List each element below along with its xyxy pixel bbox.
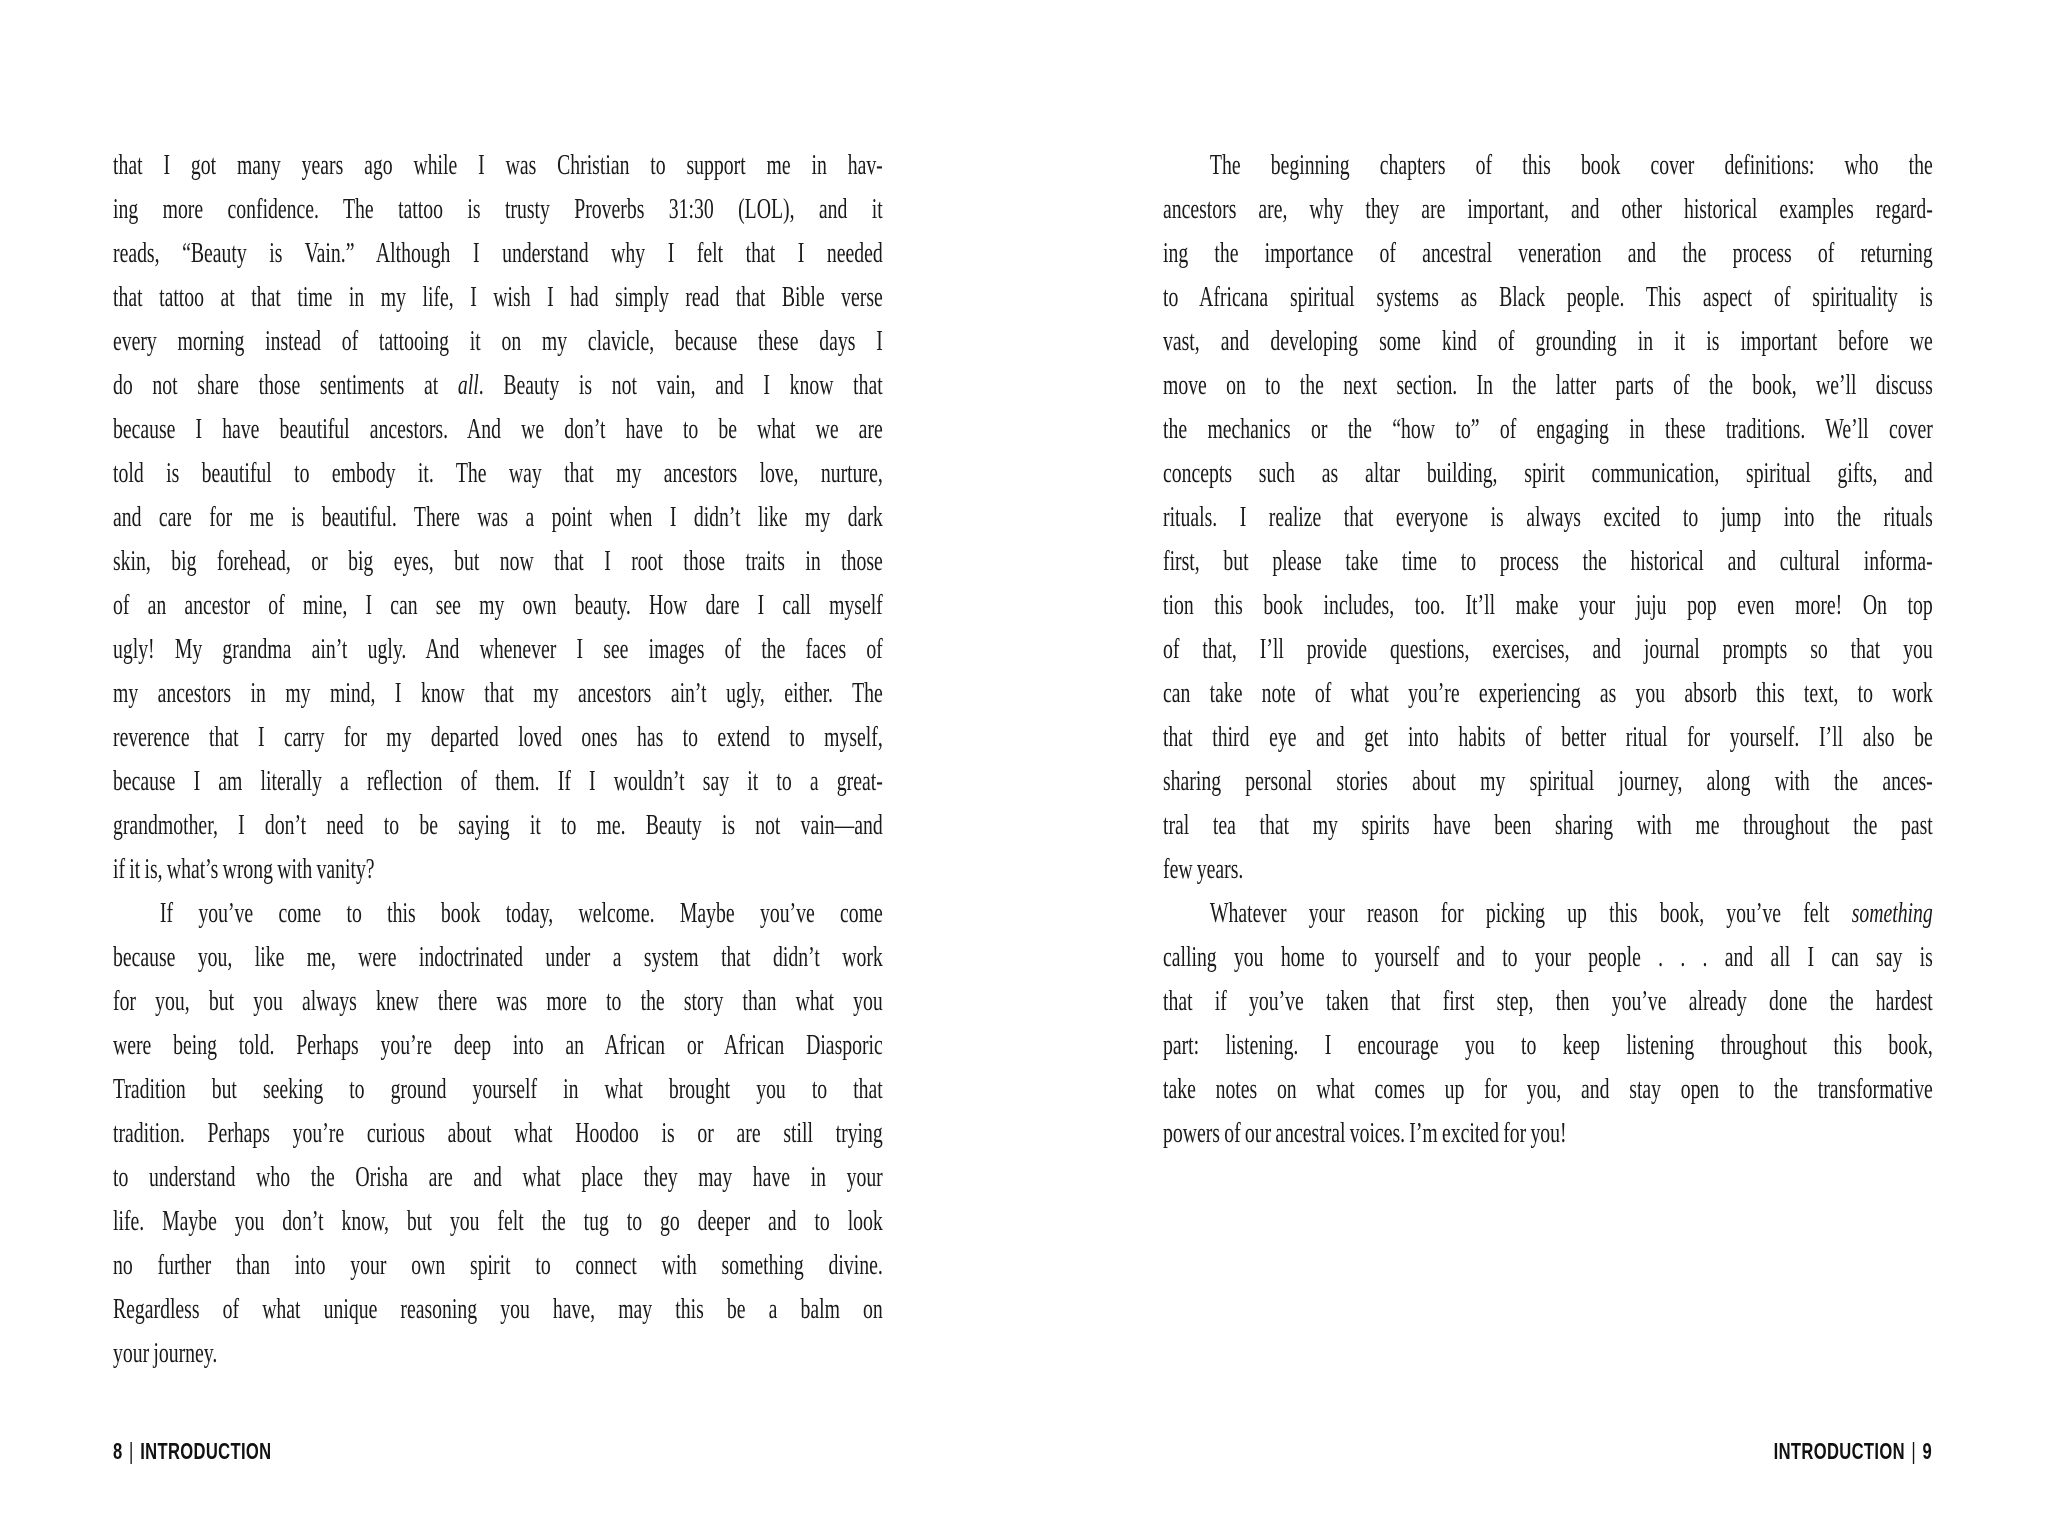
text-line	[113, 759, 883, 803]
text-line	[113, 539, 883, 583]
text-line	[1163, 1111, 1933, 1155]
text-segment: because I have beautiful ancestors. And we don’t have to be what we are	[113, 413, 883, 445]
footer-separator: |	[1911, 1438, 1916, 1464]
text-line	[1163, 627, 1933, 671]
text-segment: if it is, what’s wrong with vanity?	[113, 853, 375, 885]
text-segment: every morning instead of tattooing it on my clavicle, because these days I	[113, 325, 883, 357]
text-line	[113, 979, 883, 1023]
text-segment: Whatever your reason for picking up this book, you’ve felt	[1209, 897, 1852, 929]
text-line	[1163, 319, 1933, 363]
text-segment: and care for me is beautiful. There was a point when I didn’t like my dark	[113, 501, 883, 533]
text-segment: ing more confidence. The tattoo is trusty Proverbs 31:30 (LOL), and it	[113, 193, 883, 225]
text-segment: told is beautiful to embody it. The way that my ancestors love, nurture,	[113, 457, 883, 489]
text-segment: first, but please take time to process the historical and cultural informa-	[1163, 545, 1933, 577]
footer-separator: |	[129, 1438, 134, 1464]
text-line	[1163, 187, 1933, 231]
text-segment: move on to the next section. In the latter parts of the book, we’ll discuss	[1163, 369, 1933, 401]
text-segment: my ancestors in my mind, I know that my ancestors ain’t ugly, either. The	[113, 677, 883, 709]
text-segment: ing the importance of ancestral veneration and the process of returning	[1163, 237, 1933, 269]
text-segment: sharing personal stories about my spiritual journey, along with the ances-	[1163, 765, 1933, 797]
text-line	[113, 583, 883, 627]
italic-text: all	[457, 369, 479, 401]
text-line	[113, 451, 883, 495]
text-segment: because I am literally a reflection of them. If I wouldn’t say it to a great-	[113, 765, 883, 797]
text-segment: The beginning chapters of this book cover definitions: who the	[1209, 149, 1933, 181]
text-line	[1163, 231, 1933, 275]
text-segment: for you, but you always knew there was more to the story than what you	[113, 985, 883, 1017]
text-line	[113, 187, 883, 231]
text-line	[113, 1111, 883, 1155]
text-line	[113, 275, 883, 319]
text-line	[113, 1023, 883, 1067]
text-line	[113, 495, 883, 539]
text-segment: If you’ve come to this book today, welcome. Maybe you’ve come	[159, 897, 883, 929]
text-segment: of an ancestor of mine, I can see my own beauty. How dare I call myself	[113, 589, 883, 621]
text-segment: reverence that I carry for my departed loved ones has to extend to myself,	[113, 721, 883, 753]
text-segment: tion this book includes, too. It’ll make your juju pop even more! On top	[1163, 589, 1933, 621]
text-line	[1163, 539, 1933, 583]
text-segment: that I got many years ago while I was Christian to support me in hav-	[113, 149, 883, 181]
section-label: INTRODUCTION	[1773, 1438, 1905, 1464]
left-page-text	[113, 143, 883, 1375]
text-line	[113, 319, 883, 363]
text-line	[1163, 935, 1933, 979]
text-line	[113, 891, 883, 935]
text-segment: rituals. I realize that everyone is always excited to jump into the rituals	[1163, 501, 1933, 533]
text-segment: to understand who the Orisha are and what place they may have in your	[113, 1161, 883, 1193]
text-line	[1163, 451, 1933, 495]
text-line	[113, 715, 883, 759]
text-segment: concepts such as altar building, spirit communication, spiritual gifts, and	[1163, 457, 1933, 489]
text-line	[113, 231, 883, 275]
italic-text: something	[1851, 897, 1933, 929]
right-page-footer	[1774, 1437, 1932, 1465]
text-segment: Tradition but seeking to ground yourself in what brought you to that	[113, 1073, 883, 1105]
text-line	[1163, 803, 1933, 847]
text-line	[113, 671, 883, 715]
text-segment: grandmother, I don’t need to be saying it to me. Beauty is not vain—and	[113, 809, 883, 841]
page-number: 8	[113, 1438, 123, 1464]
text-line	[113, 1243, 883, 1287]
left-page-footer	[113, 1437, 271, 1465]
text-line	[1163, 363, 1933, 407]
text-line	[113, 1199, 883, 1243]
text-line	[113, 1155, 883, 1199]
text-line	[113, 803, 883, 847]
text-segment: of that, I’ll provide questions, exercises, and journal prompts so that you	[1163, 633, 1933, 665]
text-line	[113, 935, 883, 979]
text-line	[113, 363, 883, 407]
text-segment: take notes on what comes up for you, and stay open to the transformative	[1163, 1073, 1933, 1105]
text-segment: . Beauty is not vain, and I know that	[478, 369, 883, 401]
text-segment: powers of our ancestral voices. I’m excited for you!	[1163, 1117, 1567, 1149]
text-line	[113, 143, 883, 187]
text-line	[113, 1067, 883, 1111]
text-line	[1163, 1023, 1933, 1067]
text-segment: that third eye and get into habits of better ritual for yourself. I’ll also be	[1163, 721, 1933, 753]
text-line	[113, 847, 883, 891]
text-line	[1163, 759, 1933, 803]
text-line	[1163, 407, 1933, 451]
text-segment: your journey.	[113, 1337, 218, 1369]
text-line	[113, 407, 883, 451]
text-segment: part: listening. I encourage you to keep listening throughout this book,	[1163, 1029, 1933, 1061]
text-segment: because you, like me, were indoctrinated under a system that didn’t work	[113, 941, 883, 973]
text-segment: tradition. Perhaps you’re curious about what Hoodoo is or are still trying	[113, 1117, 883, 1149]
text-segment: the mechanics or the “how to” of engaging in these traditions. We’ll cover	[1163, 413, 1933, 445]
text-segment: tral tea that my spirits have been sharing with me throughout the past	[1163, 809, 1933, 841]
text-line	[1163, 495, 1933, 539]
text-segment: few years.	[1163, 853, 1244, 885]
text-line	[113, 1331, 883, 1375]
page-number: 9	[1922, 1438, 1932, 1464]
text-segment: reads, “Beauty is Vain.” Although I understand why I felt that I needed	[113, 237, 883, 269]
text-line	[1163, 847, 1933, 891]
text-line	[1163, 583, 1933, 627]
text-segment: do not share those sentiments at	[113, 369, 458, 401]
text-line	[1163, 715, 1933, 759]
text-segment: ugly! My grandma ain’t ugly. And whenever I see images of the faces of	[113, 633, 883, 665]
text-segment: that if you’ve taken that first step, then you’ve already done the hardest	[1163, 985, 1933, 1017]
text-segment: to Africana spiritual systems as Black people. This aspect of spirituality is	[1163, 281, 1933, 313]
text-line	[1163, 275, 1933, 319]
section-label: INTRODUCTION	[140, 1438, 272, 1464]
text-segment: vast, and developing some kind of grounding in it is important before we	[1163, 325, 1933, 357]
text-line	[113, 627, 883, 671]
text-line	[113, 1287, 883, 1331]
text-segment: life. Maybe you don’t know, but you felt the tug to go deeper and to look	[113, 1205, 883, 1237]
text-segment: were being told. Perhaps you’re deep into an African or African Diasporic	[113, 1029, 883, 1061]
text-line	[1163, 143, 1933, 187]
text-segment: skin, big forehead, or big eyes, but now that I root those traits in those	[113, 545, 883, 577]
text-segment: no further than into your own spirit to connect with something divine.	[113, 1249, 883, 1281]
right-page-text	[1163, 143, 1933, 1155]
text-segment: calling you home to yourself and to your people . . . and all I can say is	[1163, 941, 1933, 973]
text-segment: can take note of what you’re experiencing as you absorb this text, to work	[1163, 677, 1933, 709]
text-segment: ancestors are, why they are important, and other historical examples regard-	[1163, 193, 1933, 225]
text-line	[1163, 1067, 1933, 1111]
right-page	[1024, 0, 2048, 1536]
text-line	[1163, 979, 1933, 1023]
text-segment: that tattoo at that time in my life, I wish I had simply read that Bible verse	[113, 281, 883, 313]
text-line	[1163, 891, 1933, 935]
text-line	[1163, 671, 1933, 715]
text-segment: Regardless of what unique reasoning you have, may this be a balm on	[113, 1293, 883, 1325]
